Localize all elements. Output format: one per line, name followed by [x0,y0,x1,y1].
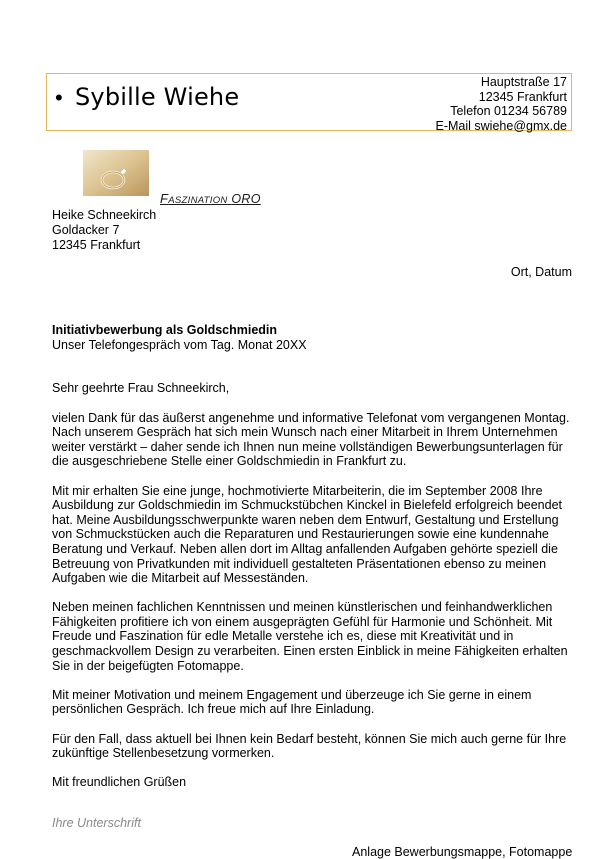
closing: Mit freundlichen Grüßen [52,775,187,790]
sender-address [436,75,567,133]
paragraph-5: Für den Fall, dass aktuell bei Ihnen kein Bedarf besteht, können Sie mich auch gerne für Ihre zukünftige Stellenbesetzung vormerken. [52,731,567,761]
recipient-city: 12345 Frankfurt [52,238,141,252]
recipient-street: Goldacker 7 [52,223,120,237]
paragraph-1: vielen Dank für das äußerst angenehme und informative Telefonat vom vergangenen Montag. Nach unserem Gespräch hat sich mein Wunsch nach einer Mitarbeit in Ihrem Unternehmen weiter verstärkt – daher sende ich Ihnen nun meine vollständigen Bewerbungsunterlagen für die ausgeschriebene Stelle einer Goldschmiedin in Frankfurt zu. [52,410,570,469]
paragraph-4: Mit meiner Motivation und meinem Engagement und überzeuge ich Sie gerne in einem persönlichen Gespräch. Ich freue mich auf Ihre Einladung. [52,687,532,717]
letterhead [46,73,572,131]
sender-email: E-Mail swiehe@gmx.de [435,118,567,133]
signature-placeholder: Ihre Unterschrift [52,816,141,830]
bullet-icon: • [55,85,63,110]
company-oro: ORO [231,192,261,206]
company-initial: F [160,191,169,206]
enclosures: Anlage Bewerbungsmappe, Fotomappe [352,845,573,859]
recipient-address [52,208,156,253]
ring-photo [83,150,149,196]
sender-name: Sybille Wiehe [75,83,240,111]
company-name [160,191,261,206]
place-date: Ort, Datum [510,265,572,279]
subject-line: Initiativbewerbung als Goldschmiedin [52,323,278,337]
salutation: Sehr geehrte Frau Schneekirch, [52,381,230,396]
paragraph-2: Mit mir erhalten Sie eine junge, hochmotivierte Mitarbeiterin, die im September 2008 Ihre Ausbildung zur Goldschmiedin im Schmuckstübchen Kinckel in Bielefeld erfolgreich beendet hat. Meine Ausbildungsschwerpunkte waren neben dem Entwurf, Gestaltung und Erstellung von Schmuckstücken auch die Reparaturen und Restaurierungen sowie eine kundennahe Beratung und Verkauf. Neben allen dort im Alltag anfallenden Aufgaben gehörte speziell die Betreuung von Privatkunden mit individuell gestalteten Präsentationen ebenso zu meinen Aufgaben wie die Mitarbeit auf Messeständen. [52,483,562,586]
sender-phone: Telefon 01234 56789 [450,104,567,118]
sender-city: 12345 Frankfurt [478,89,567,104]
recipient-name: Heike Schneekirch [52,208,157,222]
reference-line: Unser Telefongespräch vom Tag. Monat 20XX [52,337,307,352]
company-word: ASZINATION [168,195,228,206]
letter-body [52,323,577,790]
paragraph-3: Neben meinen fachlichen Kenntnissen und meinen künstlerischen und feinhandwerklichen Fähigkeiten profitiere ich von einem ausgeprägten Gefühl für Harmonie und Schönheit. Mit Freude und Faszination für edle Metalle verstehe ich es, diese mit Kreativität und in geschmackvollem Design zu verarbeiten. Einen ersten Einblick in meine Fähigkeiten erhalten Sie in der beigefügten Fotomappe. [52,600,568,673]
sender-street: Hauptstraße 17 [480,75,567,89]
